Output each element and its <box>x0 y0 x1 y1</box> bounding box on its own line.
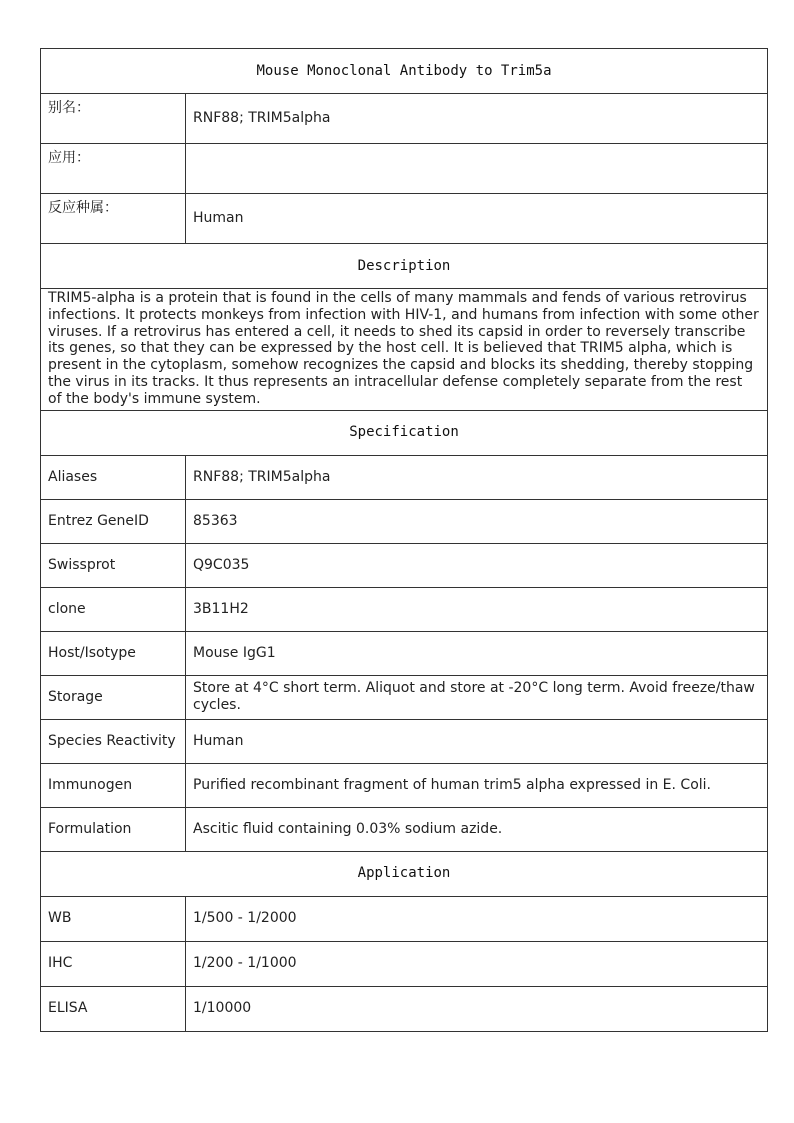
spec-value: Ascitic fluid containing 0.03% sodium azide. <box>186 807 768 851</box>
spec-label: Entrez GeneID <box>41 499 186 543</box>
spec-label: Storage <box>41 675 186 719</box>
specification-heading: Specification <box>41 410 768 455</box>
app-value: 1/500 - 1/2000 <box>186 896 768 941</box>
application-heading: Application <box>41 851 768 896</box>
description-text: TRIM5-alpha is a protein that is found in the cells of many mammals and fends of various retrovirus infections. It protects monkeys from infection with HIV-1, and humans from infection with some other viruses. If a retrovirus has entered a cell, it needs to shed its capsid in order to reversely transcribe its genes, so that they can be expressed by the host cell. It is believed that TRIM5 alpha, which is present in the cytoplasm, somehow recognizes the capsid and blocks its shedding, thereby stopping the virus in its tracks. It thus represents an intracellular defense completely separate from the rest of the body's immune system. <box>41 289 768 411</box>
spec-value: Q9C035 <box>186 543 768 587</box>
spec-row-storage <box>41 675 768 719</box>
spec-row-aliases <box>41 455 768 499</box>
reactivity-row <box>41 194 768 244</box>
app-label: WB <box>41 896 186 941</box>
application-value <box>186 144 768 194</box>
app-value: 1/10000 <box>186 986 768 1031</box>
spec-label: Species Reactivity <box>41 719 186 763</box>
spec-label: Swissprot <box>41 543 186 587</box>
spec-row-gene-id <box>41 499 768 543</box>
reactivity-value: Human <box>186 194 768 244</box>
spec-value: Store at 4°C short term. Aliquot and store at -20°C long term. Avoid freeze/thaw cycles. <box>186 675 768 719</box>
spec-row-immunogen <box>41 763 768 807</box>
spec-row-host-isotype <box>41 631 768 675</box>
application-label: 应用： <box>41 144 186 194</box>
spec-row-clone <box>41 587 768 631</box>
spec-value: RNF88; TRIM5alpha <box>186 455 768 499</box>
app-label: ELISA <box>41 986 186 1031</box>
app-row-elisa <box>41 986 768 1031</box>
alias-row <box>41 94 768 144</box>
spec-label: Aliases <box>41 455 186 499</box>
spec-label: clone <box>41 587 186 631</box>
spec-label: Formulation <box>41 807 186 851</box>
spec-value: Purified recombinant fragment of human trim5 alpha expressed in E. Coli. <box>186 763 768 807</box>
app-label: IHC <box>41 941 186 986</box>
app-value: 1/200 - 1/1000 <box>186 941 768 986</box>
datasheet-table <box>40 48 768 1032</box>
spec-row-species-reactivity <box>41 719 768 763</box>
description-heading: Description <box>41 244 768 289</box>
spec-value: Mouse IgG1 <box>186 631 768 675</box>
spec-row-swissprot <box>41 543 768 587</box>
spec-value: 85363 <box>186 499 768 543</box>
alias-value: RNF88; TRIM5alpha <box>186 94 768 144</box>
product-title: Mouse Monoclonal Antibody to Trim5a <box>41 49 768 94</box>
spec-label: Host/Isotype <box>41 631 186 675</box>
app-row-ihc <box>41 941 768 986</box>
spec-value: Human <box>186 719 768 763</box>
application-row <box>41 144 768 194</box>
reactivity-label: 反应种属： <box>41 194 186 244</box>
spec-row-formulation <box>41 807 768 851</box>
alias-label: 别名： <box>41 94 186 144</box>
spec-value: 3B11H2 <box>186 587 768 631</box>
app-row-wb <box>41 896 768 941</box>
spec-label: Immunogen <box>41 763 186 807</box>
